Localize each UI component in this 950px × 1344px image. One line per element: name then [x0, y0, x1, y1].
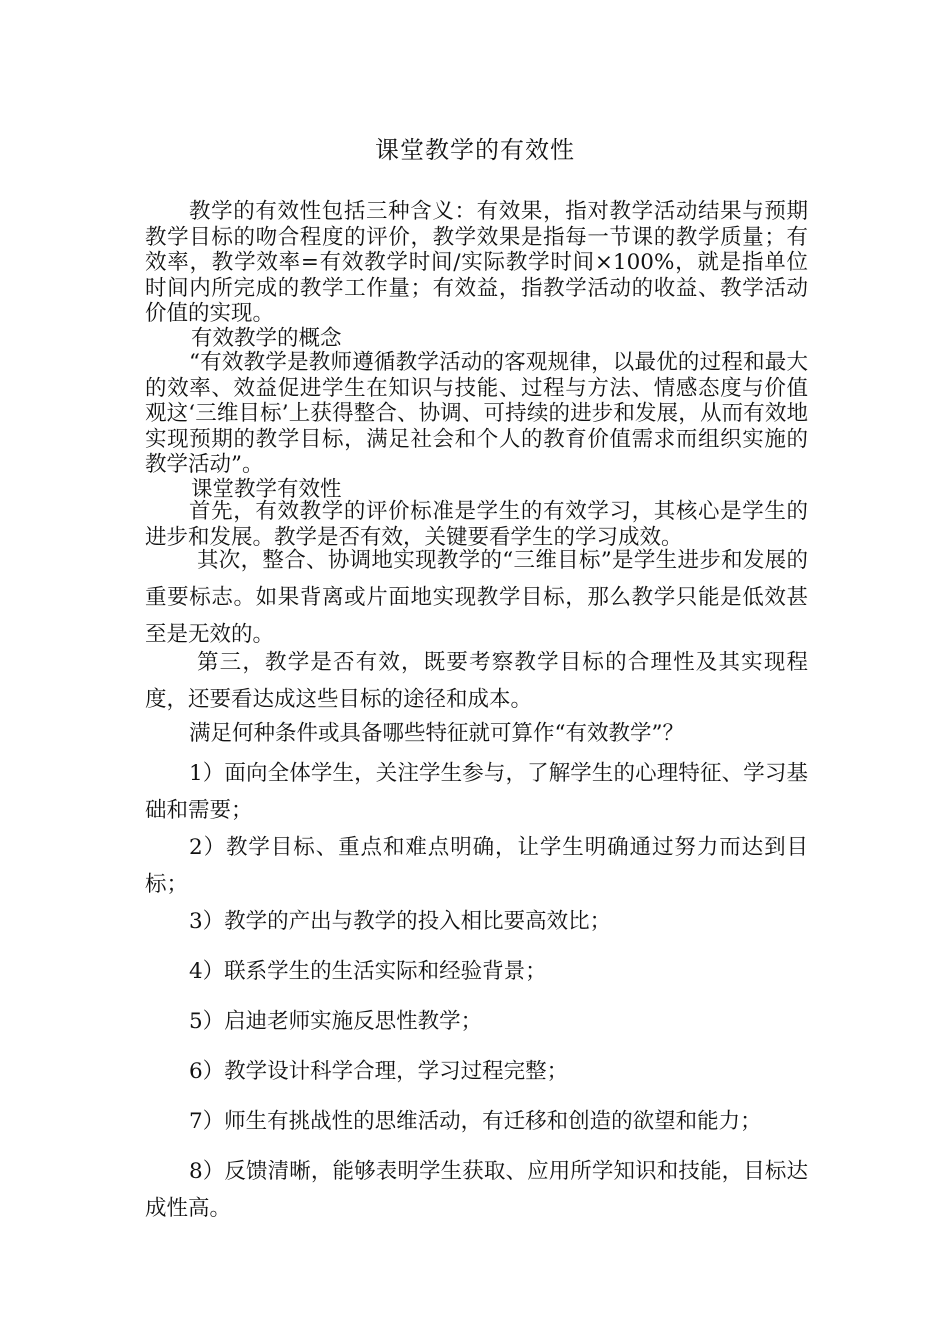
list-item-2: 2）教学目标、重点和难点明确，让学生明确通过努力而达到目标； [145, 835, 808, 897]
first-point-paragraph: 首先，有效教学的评价标准是学生的有效学习，其核心是学生的进步和发展。教学是否有效，关键要看学生的学习成效。 [145, 499, 808, 550]
list-item-1: 1）面向全体学生，关注学生参与，了解学生的心理特征、学习基础和需要； [145, 761, 808, 823]
intro-paragraph: 教学的有效性包括三种含义：有效果，指对教学活动结果与预期教学目标的吻合程度的评价，教学效果是指每一节课的教学质量；有效率，教学效率=有效教学时间/实际教学时间×100%，就是指单位时间内所完成的教学工作量；有效益，指教学活动的收益、教学活动价值的实现。 [145, 199, 808, 326]
list-item-5: 5）启迪老师实施反思性教学； [189, 1009, 483, 1034]
list-item-6: 6）教学设计科学合理，学习过程完整； [189, 1059, 569, 1084]
concept-paragraph: “有效教学是教师遵循教学活动的客观规律，以最优的过程和最大的效率、效益促进学生在知识与技能、过程与方法、情感态度与价值观这‘三维目标’上获得整合、协调、可持续的进步和发展，从而有效地实现预期的教学目标，满足社会和个人的教育价值需求而组织实施的教学活动”。 [145, 350, 808, 477]
list-item-3: 3）教学的产出与教学的投入相比要高效比； [189, 909, 612, 934]
second-point-paragraph: 其次，整合、协调地实现教学的“三维目标”是学生进步和发展的重要标志。如果背离或片面地实现教学目标，那么教学只能是低效甚至是无效的。 [145, 548, 808, 647]
list-item-8: 8）反馈清晰，能够表明学生获取、应用所学知识和技能，目标达成性高。 [145, 1159, 808, 1221]
list-item-7: 7）师生有挑战性的思维活动，有迁移和创造的欲望和能力； [189, 1109, 762, 1134]
document-title: 课堂教学的有效性 [375, 136, 575, 164]
list-item-4: 4）联系学生的生活实际和经验背景； [189, 959, 547, 984]
concept-heading: 有效教学的概念 [191, 326, 342, 351]
classroom-heading: 课堂教学有效性 [191, 477, 342, 502]
third-point-paragraph: 第三，教学是否有效，既要考察教学目标的合理性及其实现程度，还要看达成这些目标的途径和成本。 [145, 650, 808, 712]
question-paragraph: 满足何种条件或具备哪些特征就可算作“有效教学”？ [189, 721, 684, 746]
